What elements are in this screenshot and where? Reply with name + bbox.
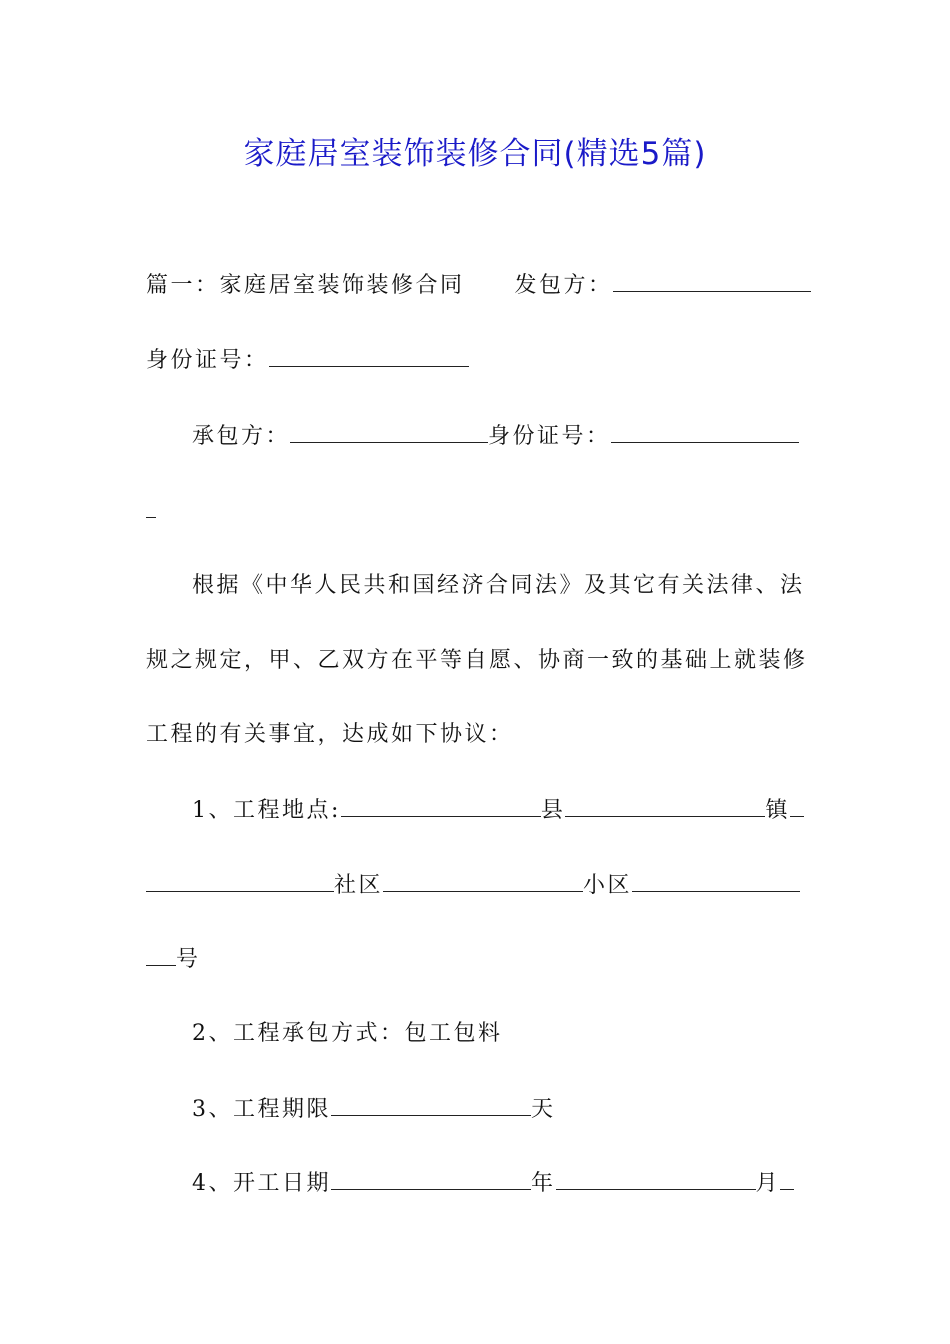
county-blank[interactable]	[341, 795, 541, 817]
paragraph-line-1: 根据《中华人民共和国经济合同法》及其它有关法律、法	[192, 573, 805, 598]
community-blank-start[interactable]	[790, 795, 804, 817]
paragraph-line-3: 工程的有关事宜，达成如下协议：	[146, 722, 514, 747]
paragraph-line-2: 规之规定，甲、乙双方在平等自愿、协商一致的基础上就装修	[146, 648, 808, 673]
line-party-b	[192, 421, 799, 452]
party-a-label: 发包方：	[514, 273, 613, 298]
county-label: 县	[540, 798, 566, 823]
number-label: 号	[176, 947, 201, 972]
residence-label: 小区	[583, 873, 633, 898]
day-blank-start[interactable]	[780, 1168, 794, 1190]
month-label: 月	[755, 1171, 781, 1196]
party-a-blank[interactable]	[613, 270, 811, 292]
party-b-id-blank-cont[interactable]	[146, 496, 156, 518]
community-label: 社区	[334, 873, 384, 898]
town-blank[interactable]	[565, 795, 765, 817]
item-3-label: 3、工程期限	[192, 1097, 331, 1122]
party-a-id-blank[interactable]	[269, 345, 469, 367]
month-blank[interactable]	[556, 1168, 756, 1190]
year-label: 年	[531, 1171, 556, 1196]
item-1-line-1	[192, 795, 804, 826]
party-a-id-label: 身份证号：	[146, 348, 269, 373]
duration-blank[interactable]	[331, 1094, 531, 1116]
line-party-a	[146, 270, 811, 301]
item-4-line	[192, 1168, 794, 1199]
town-label: 镇	[765, 798, 790, 823]
item-1-label: 1、工程地点:	[192, 798, 341, 823]
party-b-id-label: 身份证号：	[488, 424, 611, 449]
year-blank[interactable]	[331, 1168, 531, 1190]
number-blank[interactable]	[632, 870, 800, 892]
item-2-line: 2、工程承包方式：包工包料	[192, 1021, 503, 1046]
section-heading: 篇一：家庭居室装饰装修合同	[146, 273, 465, 298]
document-title: 家庭居室装饰装修合同(精选5篇)	[243, 136, 707, 172]
community-blank[interactable]	[146, 870, 334, 892]
party-b-blank[interactable]	[290, 421, 488, 443]
residence-blank[interactable]	[383, 870, 583, 892]
number-blank-cont[interactable]	[146, 944, 176, 966]
item-1-line-2	[146, 870, 800, 901]
item-1-line-3	[146, 944, 201, 975]
item-3-line	[192, 1094, 556, 1125]
days-label: 天	[531, 1097, 556, 1122]
party-b-label: 承包方：	[192, 424, 291, 449]
item-4-label: 4、开工日期	[192, 1171, 331, 1196]
line-party-b-id-cont	[146, 496, 156, 527]
line-party-a-id	[146, 345, 469, 376]
party-b-id-blank[interactable]	[611, 421, 799, 443]
